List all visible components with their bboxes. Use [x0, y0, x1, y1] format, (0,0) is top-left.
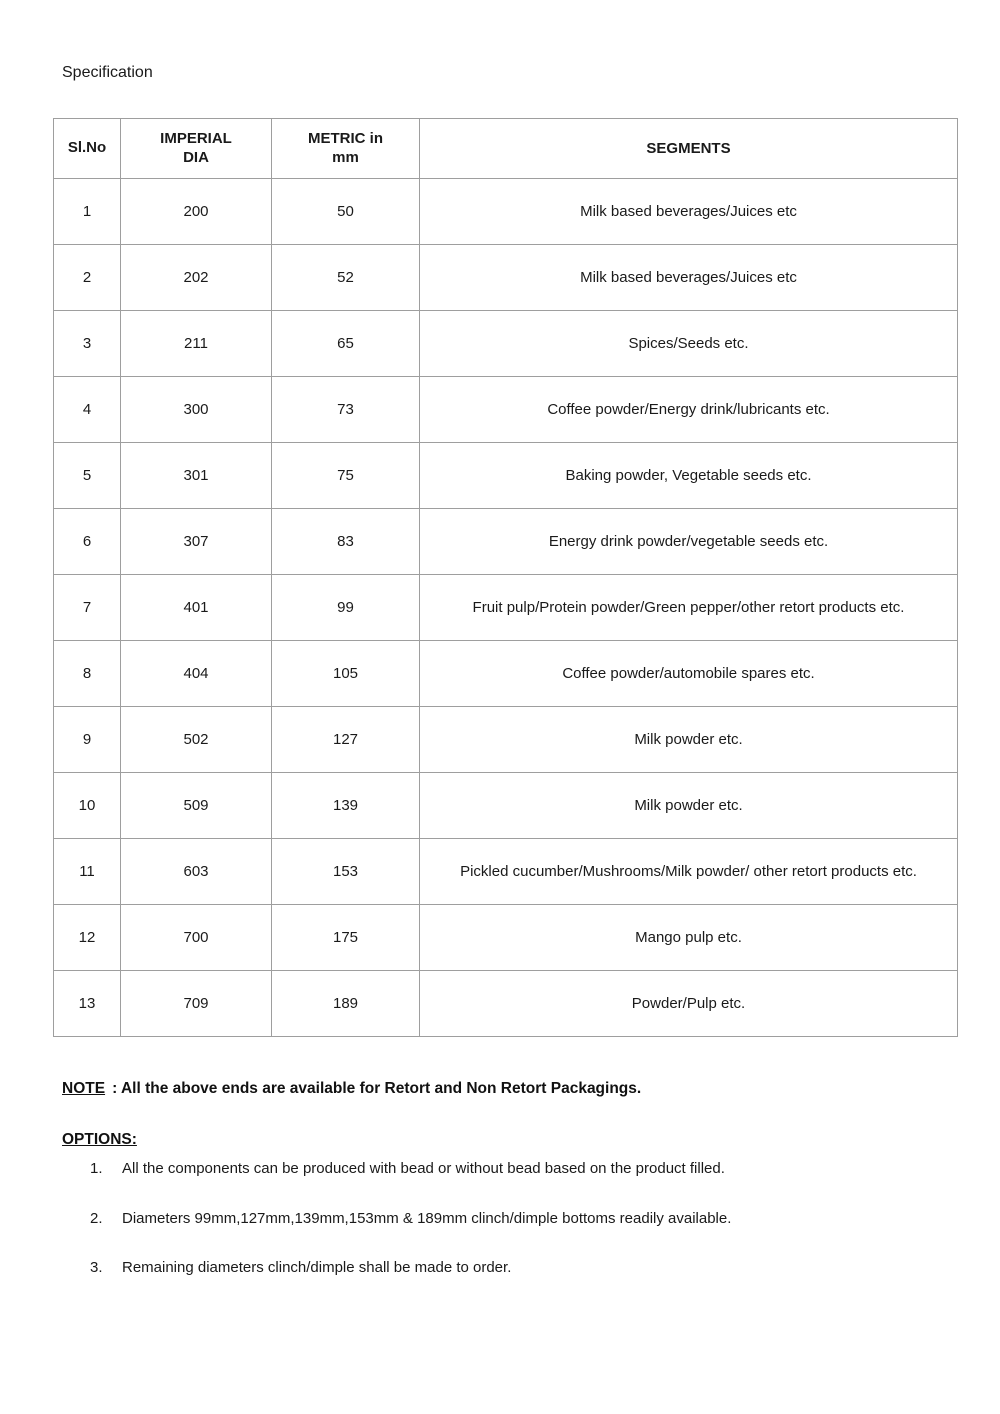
cell-imperial: 211 [121, 311, 272, 377]
cell-segment: Milk powder etc. [420, 773, 958, 839]
table-header-row [54, 119, 958, 179]
cell-imperial: 502 [121, 707, 272, 773]
cell-segment: Energy drink powder/vegetable seeds etc. [420, 509, 958, 575]
table-row [54, 311, 958, 377]
cell-slno: 4 [54, 377, 121, 443]
cell-imperial: 709 [121, 971, 272, 1037]
option-number: 2. [90, 1209, 103, 1227]
cell-slno: 13 [54, 971, 121, 1037]
option-item-2 [90, 1208, 1000, 1231]
option-text: Diameters 99mm,127mm,139mm,153mm & 189mm clinch/dimple bottoms readily available. [122, 1209, 732, 1227]
cell-metric: 73 [272, 377, 420, 443]
table-row [54, 971, 958, 1037]
cell-slno: 9 [54, 707, 121, 773]
cell-segment: Pickled cucumber/Mushrooms/Milk powder/ other retort products etc. [420, 839, 958, 905]
cell-metric: 189 [272, 971, 420, 1037]
option-text: All the components can be produced with bead or without bead based on the product filled. [122, 1160, 725, 1177]
cell-segment: Powder/Pulp etc. [420, 971, 958, 1037]
cell-segment: Spices/Seeds etc. [420, 311, 958, 377]
cell-segment: Milk based beverages/Juices etc [420, 245, 958, 311]
note-line [62, 1080, 1000, 1098]
cell-metric: 153 [272, 839, 420, 905]
table-row [54, 773, 958, 839]
cell-segment: Milk based beverages/Juices etc [420, 179, 958, 245]
cell-imperial: 301 [121, 443, 272, 509]
cell-imperial: 200 [121, 179, 272, 245]
cell-metric: 139 [272, 773, 420, 839]
table-row [54, 179, 958, 245]
table-row [54, 905, 958, 971]
note-text: : All the above ends are available for Retort and Non Retort Packagings. [112, 1080, 642, 1097]
cell-metric: 83 [272, 509, 420, 575]
cell-slno: 11 [54, 839, 121, 905]
cell-slno: 2 [54, 245, 121, 311]
cell-imperial: 300 [121, 377, 272, 443]
header-imperial-dia: IMPERIAL DIA [121, 119, 272, 179]
option-item-3 [90, 1257, 1000, 1280]
table-row [54, 443, 958, 509]
cell-metric: 175 [272, 905, 420, 971]
cell-segment: Coffee powder/Energy drink/lubricants etc. [420, 377, 958, 443]
table-row [54, 377, 958, 443]
cell-segment: Milk powder etc. [420, 707, 958, 773]
cell-segment: Coffee powder/automobile spares etc. [420, 641, 958, 707]
table-row [54, 575, 958, 641]
cell-imperial: 603 [121, 839, 272, 905]
note-label: NOTE [62, 1080, 106, 1097]
cell-metric: 127 [272, 707, 420, 773]
table-row [54, 839, 958, 905]
cell-metric: 52 [272, 245, 420, 311]
cell-metric: 99 [272, 575, 420, 641]
option-number: 3. [90, 1259, 103, 1276]
cell-slno: 7 [54, 575, 121, 641]
table-row [54, 245, 958, 311]
header-segments: SEGMENTS [420, 119, 958, 179]
cell-metric: 105 [272, 641, 420, 707]
cell-imperial: 401 [121, 575, 272, 641]
header-slno: Sl.No [54, 119, 121, 179]
cell-segment: Mango pulp etc. [420, 905, 958, 971]
cell-slno: 3 [54, 311, 121, 377]
header-metric-mm: METRIC in mm [272, 119, 420, 179]
cell-slno: 8 [54, 641, 121, 707]
table-row [54, 509, 958, 575]
table-row [54, 707, 958, 773]
cell-slno: 6 [54, 509, 121, 575]
cell-slno: 12 [54, 905, 121, 971]
table-row [54, 641, 958, 707]
cell-metric: 50 [272, 179, 420, 245]
cell-slno: 5 [54, 443, 121, 509]
cell-imperial: 202 [121, 245, 272, 311]
cell-metric: 65 [272, 311, 420, 377]
cell-slno: 1 [54, 179, 121, 245]
page-title: Specification [62, 64, 153, 81]
option-text: Remaining diameters clinch/dimple shall be made to order. [122, 1259, 512, 1276]
option-item-1 [90, 1158, 1000, 1181]
specification-table [53, 118, 958, 1037]
cell-imperial: 509 [121, 773, 272, 839]
cell-imperial: 307 [121, 509, 272, 575]
options-heading: OPTIONS: [62, 1131, 137, 1148]
cell-segment: Fruit pulp/Protein powder/Green pepper/other retort products etc. [420, 575, 958, 641]
cell-segment: Baking powder, Vegetable seeds etc. [420, 443, 958, 509]
cell-slno: 10 [54, 773, 121, 839]
cell-imperial: 700 [121, 905, 272, 971]
option-number: 1. [90, 1160, 103, 1177]
cell-metric: 75 [272, 443, 420, 509]
cell-imperial: 404 [121, 641, 272, 707]
